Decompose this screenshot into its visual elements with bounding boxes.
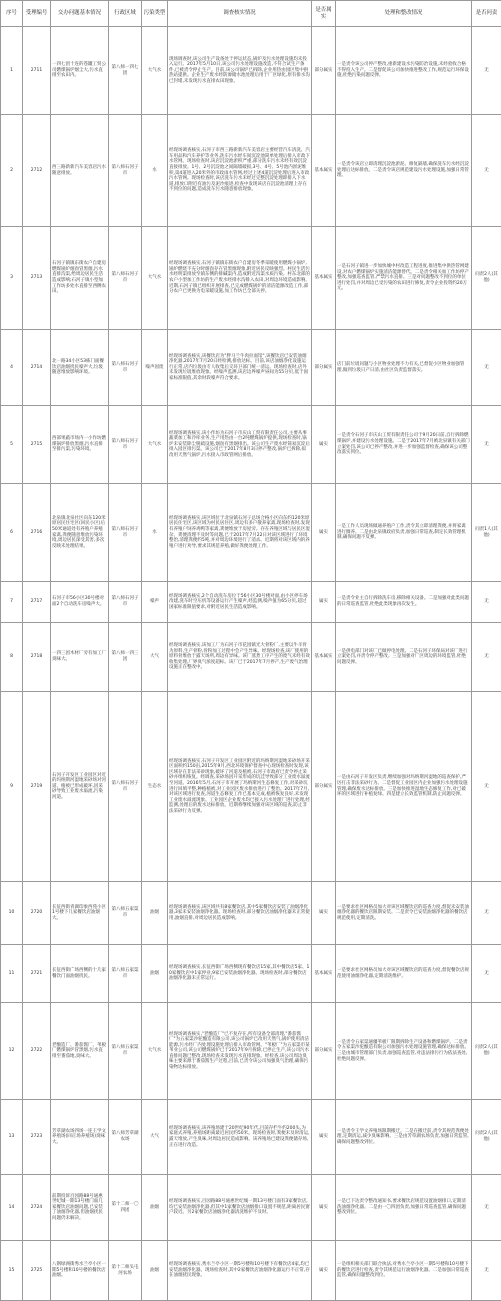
row-truth: 基本属实: [312, 623, 336, 692]
row-investigation: 经现场调查核实,石河子镇镇东街农户自建房冬季采暖使用燃煤小锅炉,锅炉燃烧不充分时烟囱存在冒黑烟现象,附近居民反映强烈。村民生活污水经明渠排放至镇东侧的排碱渠内,造成附近沟渠水质污染。村东北部的农户小型加工作坊的生产废水经排水沟排入农田,对周边环境造成影响。近期,石河子镇已组织开展排查,已完成燃煤锅炉的清洁能源改造工作,部分农户已更换为电采暖设施,加工作坊已全部关停。: [168, 227, 312, 330]
row-no: 10: [1, 882, 23, 945]
row-accountability: 无: [472, 945, 501, 1003]
row-region: 第八师石河子市: [109, 406, 142, 484]
row-no: 9: [1, 692, 23, 882]
table-row: [1, 227, 501, 330]
row-code: 2715: [23, 406, 51, 484]
row-no: 4: [1, 330, 23, 406]
row-handling: 一是由石河子开发区负责,继续加强对玛纳斯河湿地的巡查保护,严厉打击非法采砂行为。二是督促工业园区内企业加强污水处理设施管理,确保废水达标排放。三是加快推进湿地生态修复工作,对已破坏的区域进行补植复绿。四是建立长效监管机制,防止问题反弹。: [336, 692, 472, 882]
row-investigation: 经现场调查核实,长征西街广场西侧现有餐饮店15家,其中餐饮店5家、10家餐饮店中1家停业,9家已安装油烟净化器。现场检查时,部分餐饮店油烟净化器未正常运行。: [168, 945, 312, 1003]
row-region: 第八师石河子市: [109, 582, 142, 623]
row-truth: 属实: [312, 1175, 336, 1241]
row-issue: 长征西街广场西侧的十几家餐饮门面油烟扰民。: [51, 945, 109, 1003]
row-type: 噪声: [142, 582, 168, 623]
row-region: 第八师五家渠市: [109, 1003, 142, 1100]
row-accountability: 无: [472, 330, 501, 406]
row-issue: 长征西街青湖印象西苑小区1号楼下几家餐饮店油烟大。: [51, 882, 109, 945]
row-truth: 基本属实: [312, 945, 336, 1003]
header-code: 受理编号: [23, 1, 51, 27]
row-type: 油烟: [142, 945, 168, 1003]
row-handling: 一是组织相关部门联合执法,对秀水兰亭小区一期5号楼和10号楼下的餐饮店进行检查,责令其规范运行油烟净化器。二是加强日常巡查监管,确保问题整改到位。: [336, 1241, 472, 1301]
row-code: 2723: [23, 1100, 51, 1175]
row-handling: 一是供电部门对该厂已做停电处理。二是石河子环保局对该厂进行立案处罚,并责令停产整改。三是加强对厂区周边的环境监管,杜绝问题反弹。: [336, 623, 472, 692]
table-row: [1, 27, 501, 115]
row-no: 2: [1, 115, 23, 227]
row-handling: 一是责令该店立即清理沉淀池淤泥、修复隔墙,确保洗车污水经沉淀处理后达标排放。二是责令该店规范建设污水处理设施,加强日常管理。: [336, 115, 472, 227]
table-row: [1, 1241, 501, 1301]
row-region: 第八师一四三团: [109, 623, 142, 692]
table-row: [1, 330, 501, 406]
row-type: 大气: [142, 1100, 168, 1175]
row-code: 2718: [23, 623, 51, 692]
row-no: 5: [1, 406, 23, 484]
row-no: 1: [1, 27, 23, 115]
row-truth: 属实: [312, 582, 336, 623]
row-truth: 属实: [312, 882, 336, 945]
row-handling: 一是已下达责令整改通知书,要求餐饮店规范设置油烟排口,定期清洗油烟净化器。二是由一〇四团负责,加强日常巡查监管,确保问题整改到位。: [336, 1175, 472, 1241]
table-row: [1, 1003, 501, 1100]
row-code: 2724: [23, 1175, 51, 1241]
row-region: 第八师石河子市: [109, 115, 142, 227]
row-handling: 一是责令该公司停产整改,重新建设水污染防治设施,未经验收合格不得投入生产。二是督促该公司加快推进整改工作,规范运行环保设施,杜绝污染问题反弹。: [336, 27, 472, 115]
table-row: [1, 1175, 501, 1241]
row-type: 大气: [142, 623, 168, 692]
row-region: 第八师五家渠市: [109, 945, 142, 1003]
row-type: 噪声固废: [142, 330, 168, 406]
row-code: 2720: [23, 882, 51, 945]
table-row: [1, 945, 501, 1003]
row-investigation: 经现场调查核实,2个自动洗车房位于56小区30号楼对面,由小区停车场改建,洗车时空压机等设备运行产生噪声,经监测,噪声值为65分贝,超过国家标准限值要求,对附近居民生活造成影响。: [168, 582, 312, 623]
row-investigation: 经现场调查核实,该养殖场建于20世纪90年代,目前存栏牛约200头,为家庭式养殖,养殖场距离最近居民约50米。现场检查时,粪便未及时清运,露天堆放,产生臭味,对周边居民造成影响。该养殖场已建设粪便储存场,正在进行改造。: [168, 1100, 312, 1175]
row-investigation: 经现场调查核实,石河子市西三路新新汽车美容店主要经营汽车清洗、汽车用品和汽车养护等业务,洗车污水经车间沉淀池简单处理后排入市政下水管网。现场检查时,该店沉淀池淤积严重,部分洗车污水未经有效沉淀直接排放。1号、2号沉淀池之间隔墙破损,3号、4号、5号池内淤泥堆积,第4道进入20米外的市政雨水管网,经过上述4道沉淀处理后进入市政污水管网。现场检查时,该店洗车污水未经过完整沉淀处理即排入下水道,排放口附近有油污及泥沙痕迹,检查中发现该店在沉淀池清理上存在不到位的问题,造成洗车污水随意排放现象。: [168, 115, 312, 227]
row-code: 2714: [23, 330, 51, 406]
row-accountability: 无: [472, 882, 501, 945]
row-region: 第八师芳草湖农场: [109, 1100, 142, 1175]
row-issue: 西三路新新汽车美容店污水随意排放。: [51, 115, 109, 227]
row-type: 水: [142, 484, 168, 582]
row-type: 油烟: [142, 1241, 168, 1301]
row-truth: 部分属实: [312, 692, 336, 882]
header-handling: 处理和整改情况: [336, 1, 472, 27]
row-handling: 一是责令五家渠通疆苇板厂限期拆除生产设备和燃煤锅炉。二是责令五家渠沙驼酿造有限公司加强污水处理设施管理,确保达标排放。三是由城市管理部门负责,加强巡查监管,对违法排污行为依法查处,杜绝问题反弹。: [336, 1003, 472, 1100]
row-truth: 基本属实: [312, 227, 336, 330]
row-region: 第八师五家渠市: [109, 882, 142, 945]
row-truth: 属实: [312, 1100, 336, 1175]
row-type: 生态水: [142, 692, 168, 882]
row-accountability: 问责2人(其他): [472, 1100, 501, 1175]
row-handling: 一是责令石河子市庆山工贸有限责任公司于9月20日前,自行拆除燃煤锅炉,并建设污水处理设施。二是于2017年7月被北泉镇有关部门立案处罚,该公司已停产整改,并进一步加强监督检查,确保该公司整改落实到位。: [336, 406, 472, 484]
row-region: 第八师石河子市: [109, 330, 142, 406]
row-accountability: 问责2人(其他): [472, 227, 501, 330]
row-issue: 老酿造厂、番茄酱厂、苇板厂燃煤锅炉冒黑烟,污水直排至番茄地,臭味大。: [51, 1003, 109, 1100]
table-row: [1, 484, 501, 582]
header-type: 污染类型: [142, 1, 168, 27]
row-issue: 石河子开发区工业园区对近的玛纳斯河湿地采砂场对河道、植被已形成破坏,因采砂导致工业废水溢流,污染河道。: [51, 692, 109, 882]
row-issue: 北泉镇北泉社区向东120米原居民住宅区(回民小区)后50米通道处有养殖户养殖家禽,粪便随意堆放污染环境,周边居民深受其害,多次反映未处理结果。: [51, 484, 109, 582]
table-row: [1, 623, 501, 692]
table-row: [1, 1100, 501, 1175]
row-accountability: 问责1人(其他): [472, 484, 501, 582]
row-investigation: 经现场调查核实,该加工厂为石河子市花园镇光大骨粉厂,主要以牛羊骨为原料,生产骨粉,骨粉加工过程中会产生异味。经现场检查,该厂使用的原料骨堆放于露天场所,周边有异味。该厂蒸煮工序产生的废气未经有效收集处理,厂界臭气浓度超标。该厂已于2017年7月停产,生产废气治理设施正在整改中。: [168, 623, 312, 692]
header-investigation: 调查核实情况: [168, 1, 312, 27]
row-type: 油烟: [142, 882, 168, 945]
row-investigation: 经现场调查核实,该区域共有8家餐饮店,其中5家餐饮店安装了油烟净化器,3家未安装油烟净化器。现场检查时,部分餐饮店油烟净化器未正常使用,油烟直排,对周边居民造成影响。: [168, 882, 312, 945]
row-investigation: 现场调查时,该公司生产设备处于停运状态,锅炉及污水处理设施均未投入运行。2017年5月10日,该公司污水处理设施改造,不符合试生产条件,已被责令停止生产。目前,该公司锅炉已拆除,企业用热由园区集中供热站提供。企业生产废水经防渗储水池处理后用于厂区绿化,原有排水沟已封堵,未发现污水直排农田现象。: [168, 27, 312, 115]
row-accountability: 无: [472, 623, 501, 692]
row-no: 13: [1, 1100, 23, 1175]
row-handling: 一是责令业主自行拆除洗车房,移除相关设备。二是加强对此类问题的日常巡查监管,杜绝此类现象再次发生。: [336, 582, 472, 623]
row-handling: 一是要求社区网格员加大对该区域餐饮店的巡查力度,督促餐饮店规范使用油烟净化器,定期清洗维护。: [336, 945, 472, 1003]
row-issue: 八钢绿洲街秀水兰亭小区一期5号楼和10号楼的餐饮店油烟。: [51, 1241, 109, 1301]
row-handling: 一是责令王学文养殖场限期搬迁。二是在搬迁前,责令其规范粪便处理,定期清运,减少臭味影响。三是由芳草湖农场负责,加强日常监管,确保问题整改到位。: [336, 1100, 472, 1175]
row-truth: 基本属实: [312, 115, 336, 227]
row-accountability: 无: [472, 1241, 501, 1301]
row-region: 第八师石河子市: [109, 692, 142, 882]
row-issue: 石河子市56小区30号楼对面2个自动洗车房噪声大。: [51, 582, 109, 623]
row-truth: 部分属实: [312, 1003, 336, 1100]
row-truth: 部分属实: [312, 330, 336, 406]
row-code: 2719: [23, 692, 51, 882]
header-region: 行政区域: [109, 1, 142, 27]
row-region: 第八师一四七团: [109, 27, 142, 115]
row-type: 油烟: [142, 1175, 168, 1241]
row-truth: 属实: [312, 484, 336, 582]
row-investigation: 经现场调查核实,该小作坊为石河子市庆山工贸有限责任公司,主要从事蔬菜加工和冷库业务,生产用热由一台2吨燃煤锅炉提供,现场检查时,锅炉未安装除尘脱硫设施,烟囱有黑烟排出。该公司生产废水经简易沉淀后排入园区排污渠。该公司已于2017年8月3日停产整改,锅炉已拆除,拟改用天然气锅炉,污水接入市政管网后排放。: [168, 406, 312, 484]
row-truth: 部分属实: [312, 27, 336, 115]
row-no: 14: [1, 1175, 23, 1241]
row-issue: 芳草湖农场四场一连王学文养殖场(回正场养殖场)臭味大。: [51, 1100, 109, 1175]
row-type: 大气水: [142, 27, 168, 115]
row-accountability: 无: [472, 1175, 501, 1241]
row-issue: 一四七团十连的苍罐工贸公司燃煤锅炉烟尘大,污水直排至农田内。: [51, 27, 109, 115]
row-investigation: 经现场调查核实,秀水兰亭小区一期5号楼和10号楼下有餐饮店4家,均已安装油烟净化器。现场检查时,其中2家餐饮店油烟净化器运行不正常,存在油烟扰民现象。: [168, 1241, 312, 1301]
row-region: 第八师石河子市: [109, 227, 142, 330]
row-no: 11: [1, 945, 23, 1003]
row-type: 水: [142, 115, 168, 227]
row-no: 12: [1, 1003, 23, 1100]
row-accountability: 无: [472, 27, 501, 115]
table-row: [1, 692, 501, 882]
row-code: 2722: [23, 1003, 51, 1100]
row-type: 大气水: [142, 406, 168, 484]
row-investigation: 经现场调查核实,该区域位于北泉镇石河子总场合格小区向东约120米原居民住宅区,该区域为村民居住区,周边有多户散养家禽,现场检查时,发现有养殖户饲养鸡鸭等家禽,粪便堆放于房屋旁。存在养殖区域与居民区混杂、粪便清理不及时等问题,已于2017年7月22日对该区域进行了环境整治,清理粪便约5吨,并对周边环境进行了消杀。近期将对该区域内的养殖户进行劝导,要求其规范养殖,做好粪便处理工作。: [168, 484, 312, 582]
row-code: 2716: [23, 484, 51, 582]
row-code: 2721: [23, 945, 51, 1003]
row-issue: 一四三团木材厂旁有加工厂臭味大。: [51, 623, 109, 692]
row-no: 6: [1, 484, 23, 582]
row-region: 第十二师一〇四团: [109, 1175, 142, 1241]
row-truth: 属实: [312, 1241, 336, 1301]
row-issue: 石河子镇镇东街农户自建房燃煤锅炉烟囱冒黑烟,污水直排沟渠,给周边居民生活造成影响;石河子镇小型加工作坊多处水直排至西侧农田。: [51, 227, 109, 330]
row-investigation: 经现场调查核实,百园路88号通惠世纪城一期13号楼门面有3家餐饮店,均已安装油烟净化器,但其中1家餐饮店油烟排口设置不规范,距离居民窗户较近。另2家餐饮店油烟净化器清洗维护不及时。: [168, 1175, 312, 1241]
row-handling: 店门前垃圾问题与小区物业处理不力有关,已督促小区物业加强管理,做到垃圾日产日清,由社区负责监督落实。: [336, 330, 472, 406]
row-region: 第十二师头屯河农场: [109, 1241, 142, 1301]
row-code: 2713: [23, 227, 51, 330]
row-accountability: 无: [472, 115, 501, 227]
row-no: 15: [1, 1241, 23, 1301]
row-code: 2725: [23, 1241, 51, 1301]
row-code: 2712: [23, 115, 51, 227]
header-no: 序号: [1, 1, 23, 27]
row-accountability: 问责2人(其他): [472, 1003, 501, 1100]
row-no: 8: [1, 623, 23, 692]
row-accountability: 无: [472, 692, 501, 882]
row-handling: 一是要求社区网格员加大对该区域餐饮店的巡查力度,督促未安装油烟净化器的餐饮店限期安装。二是责令已安装油烟净化器的餐饮店规范使用,定期清洗。: [336, 882, 472, 945]
row-issue: 西部果蔬市场内一小作坊燃煤锅炉排放黑烟,污水直排至排污渠,污染环境。: [51, 406, 109, 484]
table-row: [1, 115, 501, 227]
header-truth: 是否属实: [312, 1, 336, 27]
row-accountability: 无: [472, 406, 501, 484]
row-no: 3: [1, 227, 23, 330]
table-row: [1, 582, 501, 623]
row-issue: 北一路34小区53栋门面餐饮店油烟扰民噪声大,垃圾随意堆放影响环境。: [51, 330, 109, 406]
row-region: 第八师石河子市: [109, 484, 142, 582]
row-accountability: 无: [472, 582, 501, 623]
table-row: [1, 882, 501, 945]
row-investigation: 经现场调查核实,该餐饮店为"胖马兰牛肉拉面馆",该餐饮店已安装油烟净化器,2017年7月20日经检测,排放达标。目前,该店油烟净化设施运行正常,店内垃圾由专人收集后交环卫部门统一清运。现场检查时,店外未发现垃圾堆放现象。经噪声监测,该店边界噪声昼间为55分贝,低于国家标准限值,其余时段噪声符合要求。: [168, 330, 312, 406]
row-code: 2717: [23, 582, 51, 623]
table-row: [1, 406, 501, 484]
header-row: [1, 1, 501, 27]
row-issue: 前期投诉百园路88号通惠世纪城一期13号楼门面几家餐饮店油烟问题,已安装了油烟净化器,但油烟扰民问题仍未解决。: [51, 1175, 109, 1241]
row-investigation: 经现场调查核实,石河子开发区工业园区附近的玛纳斯河湿地采砂场开采区面积约150亩,2015年9月,西北环境保护督查中心现场检查时发现,该区域存在非法采砂现象,破坏了河道及植被,石河子市政府已责令停止采砂并组织恢复。经调查,采砂场因开采形成的坑洼导致部分工业废水溢流至河道。2016年5月,石河子市开展了玛纳斯河生态修复工作,对采砂坑进行回填平整,种植植被,对工业园区废水排放进行了整治。2017年7月,对该区域进行复查,河道生态修复工作已基本完成,植被恢复良好,未发现工业废水溢流现象。工业园区企业废水均已接入污水处理厂进行处理,经监测,处理后的废水达标排放。近期将继续加强对该区域的巡查,防止非法采砂行为反弹。: [168, 692, 312, 882]
row-no: 7: [1, 582, 23, 623]
row-type: 大气水: [142, 1003, 168, 1100]
header-accountability: 是否问责: [472, 1, 501, 27]
row-truth: 属实: [312, 406, 336, 484]
row-handling: 一是石河子镇进一步加快城中村改造工程进度,推进集中供热管网建设,对农户燃煤锅炉实施清洁能源替代。二是责令相关加工作坊停产整改,加强巡查监管,严禁污水直排。三是对问题整改不到位的单位进行处罚,并对周边已受污染的农田进行修复,责令企业投资约20万元。: [336, 227, 472, 330]
row-handling: 一是工作人员现场做通养殖户工作,责令其立即清理粪便,并将家禽进行圈养。二是由北泉镇政府负责,加强日常巡查,制定长效管理机制,确保问题不反弹。: [336, 484, 472, 582]
row-code: 2711: [23, 27, 51, 115]
row-type: 大气水: [142, 227, 168, 330]
row-investigation: 经现场调查核实,"老酿造厂"已不复存在,所有设备全部清理,"番茄酱厂"为五家渠沙驼酿造有限公司,该公司锅炉已改用天然气,锅炉使用清洁能源,污水经厂内处理设施处理后排入市政管网。"苇板厂"为五家渠市某苇业公司,该公司燃煤锅炉已于2017年9月拆除,已停止生产,该公司污水直排问题已整改,现场检查未发现污水直排现象。经检查,该公司周边臭味主要来源于番茄酱生产过程,目前,已责令该公司加强臭气治理,确保污染物达标排放。: [168, 1003, 312, 1100]
header-issue: 交办问题基本情况: [51, 1, 109, 27]
